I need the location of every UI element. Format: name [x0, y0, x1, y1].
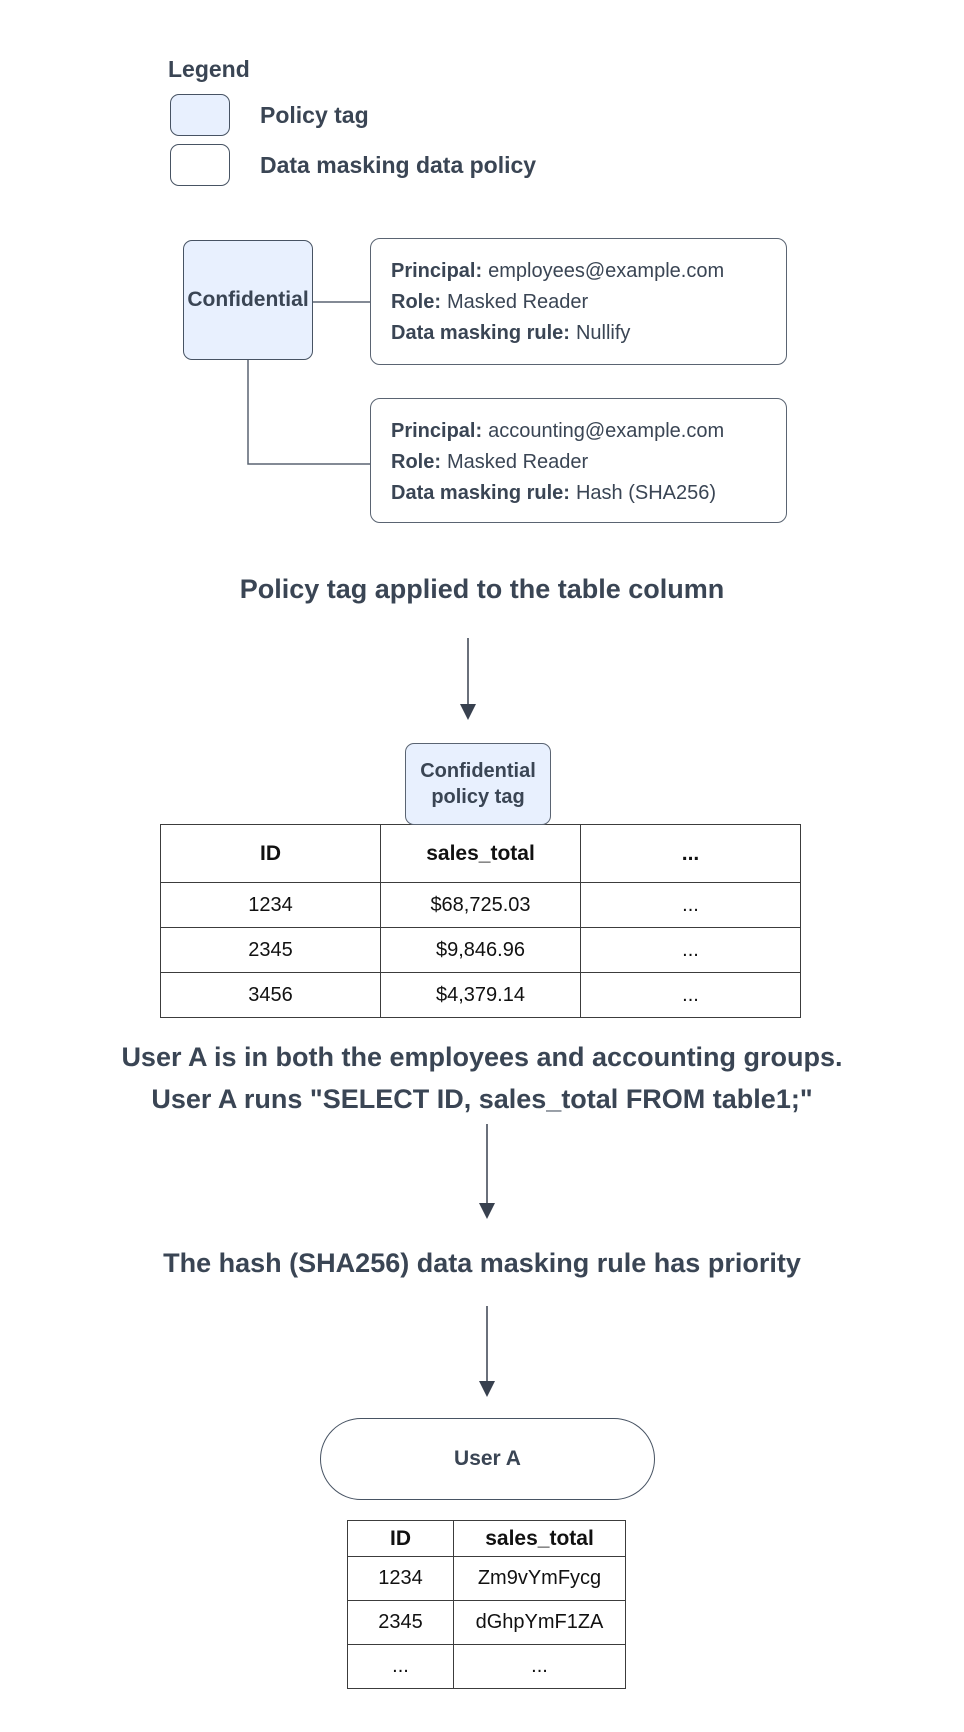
result-table-header-row [348, 1521, 626, 1557]
table-cell: ... [581, 928, 801, 973]
source-table [160, 824, 801, 1018]
policy-rule-line [391, 318, 766, 349]
data-masking-policy-swatch [170, 144, 230, 186]
policy-tag-swatch [170, 94, 230, 136]
heading-user-groups-line2: User A runs "SELECT ID, sales_total FROM table1;" [151, 1084, 813, 1114]
table-cell: ... [581, 973, 801, 1018]
data-policy-box-hash [370, 398, 787, 523]
legend-item-policy-tag [170, 94, 369, 136]
source-table-header-row [161, 825, 801, 883]
arrow-down-to-column-tag [460, 638, 476, 720]
rule-label: Data masking rule: [391, 322, 570, 344]
table-cell: dGhpYmF1ZA [454, 1601, 626, 1645]
table-cell: 2345 [348, 1601, 454, 1645]
arrow-down-to-user [479, 1306, 495, 1397]
legend-item-label: Data masking data policy [260, 151, 537, 178]
table-row [348, 1601, 626, 1645]
heading-user-groups [0, 1036, 964, 1120]
table-row [348, 1645, 626, 1689]
table-cell: $9,846.96 [381, 928, 581, 973]
heading-user-groups-line1: User A is in both the employees and accounting groups. [121, 1042, 843, 1072]
principal-label: Principal: [391, 420, 483, 442]
principal-label: Principal: [391, 260, 483, 282]
legend-item-label: Policy tag [260, 101, 369, 128]
arrow-down-to-priority [479, 1124, 495, 1219]
policy-tag-node [183, 240, 313, 360]
heading-rule-priority: The hash (SHA256) data masking rule has priority [163, 1248, 801, 1278]
table-header-cell: sales_total [454, 1521, 626, 1557]
table-cell: ... [581, 883, 801, 928]
table-cell: 1234 [348, 1557, 454, 1601]
policy-role-line [391, 287, 766, 318]
table-header-cell: ... [581, 825, 801, 883]
principal-value: accounting@example.com [488, 420, 725, 442]
user-node-label: User A [454, 1447, 521, 1470]
table-row [161, 928, 801, 973]
policy-role-line [391, 447, 766, 478]
role-label: Role: [391, 451, 441, 473]
heading-policy-tag-applied: Policy tag applied to the table column [239, 574, 725, 604]
policy-rule-line [391, 478, 766, 509]
policy-principal-line [391, 256, 766, 287]
table-cell: $4,379.14 [381, 973, 581, 1018]
table-row [348, 1557, 626, 1601]
policy-principal-line [391, 416, 766, 447]
principal-value: employees@example.com [488, 260, 725, 282]
table-cell: ... [348, 1645, 454, 1689]
legend-item-data-masking-policy [170, 144, 536, 186]
table-cell: 3456 [161, 973, 381, 1018]
result-table [347, 1520, 626, 1689]
table-row [161, 883, 801, 928]
role-value: Masked Reader [447, 291, 589, 313]
table-header-cell: sales_total [381, 825, 581, 883]
policy-tag-node-label: Confidential [187, 288, 309, 311]
column-policy-tag [405, 743, 551, 825]
table-cell: 2345 [161, 928, 381, 973]
table-cell: $68,725.03 [381, 883, 581, 928]
table-cell: Zm9vYmFycg [454, 1557, 626, 1601]
table-cell: ... [454, 1645, 626, 1689]
user-node [320, 1418, 655, 1500]
role-value: Masked Reader [447, 451, 589, 473]
table-cell: 1234 [161, 883, 381, 928]
role-label: Role: [391, 291, 441, 313]
table-row [161, 973, 801, 1018]
table-header-cell: ID [161, 825, 381, 883]
rule-value: Hash (SHA256) [575, 482, 717, 504]
table-header-cell: ID [348, 1521, 454, 1557]
legend-title: Legend [168, 56, 250, 82]
rule-label: Data masking rule: [391, 482, 570, 504]
data-policy-box-nullify [370, 238, 787, 365]
rule-value: Nullify [575, 322, 631, 344]
column-policy-tag-label: Confidential policy tag [420, 760, 536, 808]
connector-policy-tag-to-policy-2 [248, 360, 370, 464]
